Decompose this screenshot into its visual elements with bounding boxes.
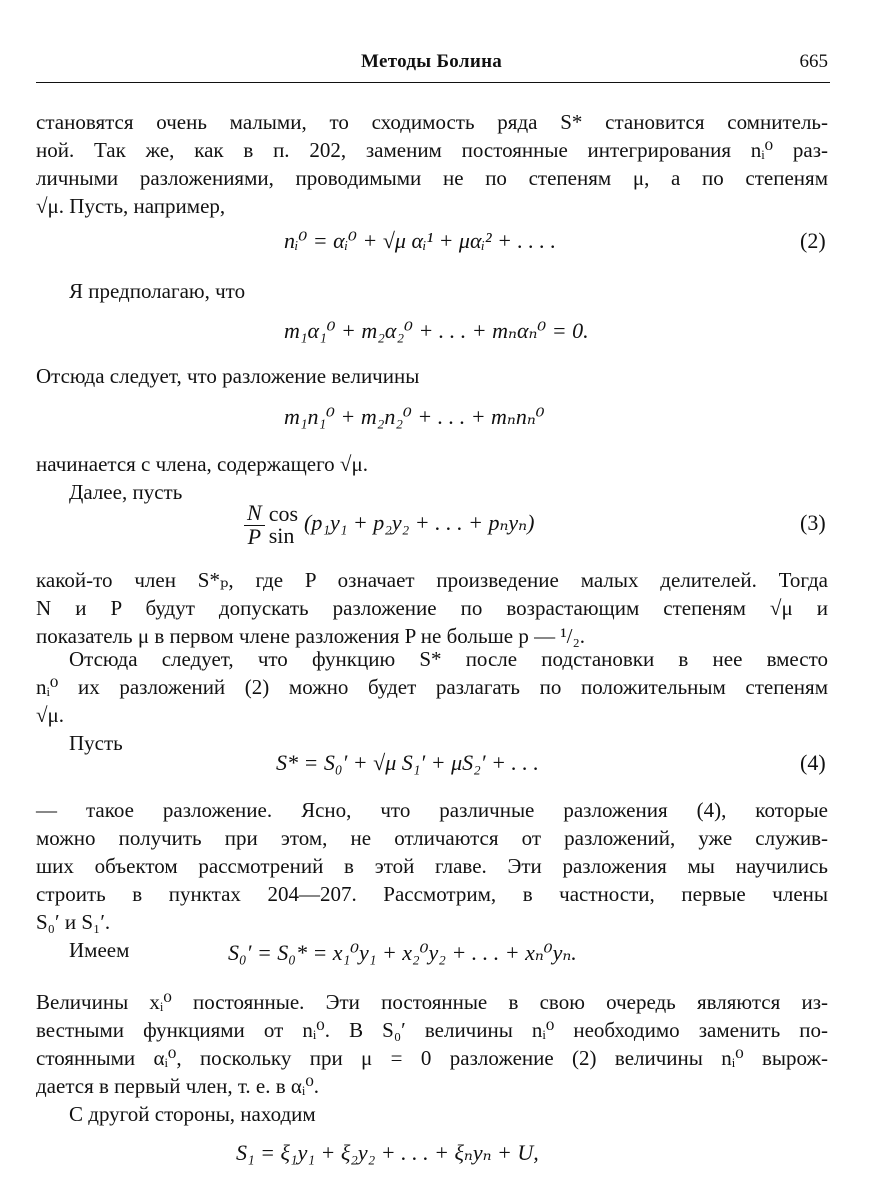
page-number: 665 bbox=[799, 51, 828, 72]
text-line: Имеем bbox=[69, 938, 130, 962]
text-line: ших объектом рассмотрений в этой главе. Эти разложения мы научились bbox=[36, 854, 828, 878]
text-line: S₀′ и S₁′. bbox=[36, 910, 111, 934]
cos-sin-stack bbox=[269, 503, 298, 547]
paragraph-7 bbox=[36, 645, 828, 757]
text-line: Далее, пусть bbox=[69, 480, 183, 504]
text-line: стоянными αᵢ⁰, поскольку при μ = 0 разложение (2) величины nᵢ⁰ вырож- bbox=[36, 1046, 828, 1070]
paragraph-9 bbox=[36, 796, 828, 964]
text-line: √μ. bbox=[36, 703, 65, 727]
running-title: Методы Болина bbox=[361, 51, 503, 72]
text-line: Отсюда следует, что функцию S* после подстановки в нее вместо bbox=[69, 647, 828, 671]
equation-number: (2) bbox=[800, 228, 826, 253]
cos-label: cos bbox=[268, 501, 299, 526]
paragraph-4 bbox=[36, 450, 828, 506]
paragraph-11 bbox=[36, 988, 828, 1128]
text-line: nᵢ⁰ их разложений (2) можно будет разлагать по положительным степеням bbox=[36, 675, 828, 699]
text-line: ной. Так же, как в п. 202, заменим постоянные интегрирования nᵢ⁰ раз- bbox=[36, 138, 828, 162]
text-line: показатель μ в первом члене разложения P не больше p — ¹/₂. bbox=[36, 624, 586, 648]
text-line: дается в первый член, т. е. в αᵢ⁰. bbox=[36, 1074, 320, 1098]
equation-body: m₁n₁⁰ + m₂n₂⁰ + . . . + mₙnₙ⁰ bbox=[284, 404, 545, 429]
equation-number: (4) bbox=[800, 750, 826, 775]
paragraph-6 bbox=[36, 566, 828, 650]
equation-number: (3) bbox=[800, 510, 826, 535]
text-line: Величины xᵢ⁰ постоянные. Эти постоянные в свою очередь являются из- bbox=[36, 990, 828, 1014]
text-line: √μ. Пусть, например, bbox=[36, 194, 226, 218]
text-line: можно получить при этом, не отличаются от разложений, уже служив- bbox=[36, 826, 828, 850]
sin-label: sin bbox=[268, 523, 295, 548]
text-line: строить в пунктах 204—207. Рассмотрим, в частности, первые члены bbox=[36, 882, 828, 906]
fraction-n-over-p bbox=[244, 502, 265, 548]
equation-body: S* = S₀′ + √μ S₁′ + μS₂′ + . . . bbox=[276, 750, 539, 775]
text-line: какой-то член S*ₚ, где P означает произведение малых делителей. Тогда bbox=[36, 568, 828, 592]
equation-body: m₁α₁⁰ + m₂α₂⁰ + . . . + mₙαₙ⁰ = 0. bbox=[284, 318, 589, 343]
paragraph-1 bbox=[36, 108, 828, 220]
page-header bbox=[36, 48, 830, 83]
text-line: С другой стороны, находим bbox=[69, 1102, 316, 1126]
text-line: становятся очень малыми, то сходимость ряда S* становится сомнитель- bbox=[36, 110, 828, 134]
text-line: личными разложениями, проводимыми не по степеням μ, а по степеням bbox=[36, 166, 828, 190]
text-line: Я предполагаю, что bbox=[69, 279, 246, 303]
equation-body: nᵢ⁰ = αᵢ⁰ + √μ αᵢ¹ + μαᵢ² + . . . . bbox=[284, 228, 556, 253]
text-line: — такое разложение. Ясно, что различные разложения (4), которые bbox=[36, 798, 828, 822]
text-line: начинается с члена, содержащего √μ. bbox=[36, 452, 368, 476]
text-line: Отсюда следует, что разложение величины bbox=[36, 364, 420, 388]
equation-body: S₁ = ξ₁y₁ + ξ₂y₂ + . . . + ξₙyₙ + U, bbox=[236, 1140, 539, 1165]
text-line: Пусть bbox=[69, 731, 123, 755]
numerator: N bbox=[244, 502, 265, 526]
equation-argument: (p₁y₁ + p₂y₂ + . . . + pₙyₙ) bbox=[304, 510, 535, 536]
denominator: P bbox=[247, 524, 262, 549]
text-line: вестными функциями от nᵢ⁰. В S₀′ величины nᵢ⁰ необходимо заменить по- bbox=[36, 1018, 828, 1042]
paragraph-3 bbox=[36, 362, 828, 390]
paragraph-2 bbox=[36, 277, 828, 305]
equation-body bbox=[244, 502, 534, 548]
equation-body: S₀′ = S₀* = x₁⁰y₁ + x₂⁰y₂ + . . . + xₙ⁰yₙ. bbox=[228, 940, 577, 965]
text-line: N и P будут допускать разложение по возрастающим степеням √μ и bbox=[36, 596, 828, 620]
